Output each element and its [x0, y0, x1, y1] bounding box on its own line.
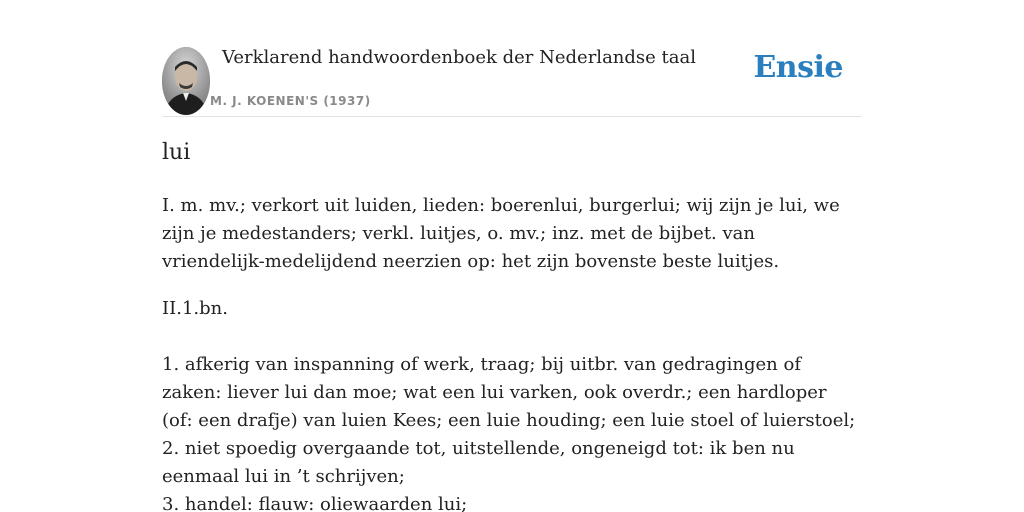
section-heading: II.1.bn. — [162, 298, 228, 319]
ensie-logo-link[interactable]: Ensie — [753, 50, 843, 85]
sense-item: 3. handel: flauw: oliewaarden lui; — [162, 494, 468, 512]
avatar — [162, 47, 210, 115]
entry-headword: lui — [162, 140, 191, 165]
dictionary-subtitle: M. J. KOENEN'S (1937) — [210, 94, 371, 108]
page — [162, 0, 862, 512]
definition-paragraph: I. m. mv.; verkort uit luiden, lieden: boerenlui, burgerlui; wij zijn je lui, we zijn je medestanders; verkl. luitjes, o. mv.; inz. met de bijbet. van vriendelijk-medelijdend neerzien op: het zijn bovenste beste luitjes. — [162, 195, 840, 272]
dictionary-title: Verklarend handwoordenboek der Nederlandse taal — [222, 47, 696, 68]
sense-item: 1. afkerig van inspanning of werk, traag; bij uitbr. van gedragingen of zaken: liever lui dan moe; wat een lui varken, ook overdr.; een hardloper (of: een drafje) van luien Kees; een luie houding; een luie stoel of luierstoel; — [162, 354, 856, 431]
header — [162, 0, 862, 117]
sense-item: 2. niet spoedig overgaande tot, uitstellende, ongeneigd tot: ik ben nu eenmaal lui in ’t schrijven; — [162, 438, 795, 487]
entry-body — [162, 192, 862, 512]
portrait-icon — [162, 47, 210, 115]
